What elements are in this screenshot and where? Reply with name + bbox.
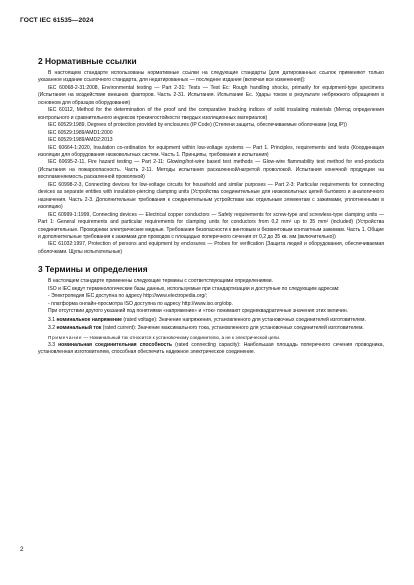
reference-item: IEC 60529:1989, Degrees of protection provided by enclosures (IP Code) (Степени защиты, обеспечиваемые оболочками (код IP)) [48, 122, 347, 129]
term-3-1: 3.1 номинальное напряжение (rated voltage): Значение напряжения, установленного для установочных соединителей изготовителем. [48, 316, 366, 323]
standard-header: ГОСТ IEC 61535—2024 [20, 17, 94, 24]
normative-references [38, 70, 384, 256]
reference-item: IEC 60664-1:2020, Insulation co-ordination for equipment within low-voltage systems — Part 1. Principles, requirements and tests (Координация изоляции для оборудования низковольтных систем. Часть 1. Принципы, требования и испытания) [38, 144, 384, 158]
term-3-3-name: номинальная соединительная способность [58, 341, 173, 348]
reference-item: IEC 60068-2-31:2008, Environmental testing — Part 2-31: Tests — Test Ec: Rough handling shocks, primarily for equipment-type specimens (Испытания на воздействие внешних факторов. Часть 2-31. Испытания. Испытание Ес. Удары током в результате небрежного обращения в основном для образцов оборудования) [38, 84, 384, 106]
term-3-1-name: номинальное напряжение [56, 316, 122, 323]
reference-item: IEC 60529:1989/AMD1:2000 [48, 129, 113, 136]
reference-item: IEC 61032:1997, Protection of persons and equipment by enclosures — Probes for verification (Защита людей и оборудования, обеспечиваемая оболочками. Щупы испытательные) [38, 241, 384, 255]
terminology-databases-text: ISO и IEC ведут терминологические базы данных, используемые при стандартизации и доступные по следующим адресам: [48, 285, 340, 292]
section-2-heading: 2 Нормативные ссылки [38, 56, 137, 66]
term-3-2-name: номинальный ток [56, 325, 102, 332]
reference-item: IEC 60112, Method for the determination of the proof and the comparative tracking indices of solid insulating materials (Метод определения контрольного и сравнительного индексов трекингостойкости твердых изоляционных материалов) [38, 107, 384, 121]
reference-item: IEC 60999-1:1999, Connecting devices — Electrical copper conductors — Safety requirements for screw-type and screwless-type clamping units — Part 1: General requirements and particular requirements for clamping units for conductors from 0,2 mm² up to 35 mm² (included) (Устройства соединительные. Проводники электрические медные. Требования безопасности к винтовым и безвинтовым контактным зажимам. Часть 1. Общие и дополнительные требования к зажимам для проводов с площадью поперечного сечения от 0,2 до 35 кв. мм (включительно)) [38, 211, 384, 240]
section-3-heading: 3 Термины и определения [38, 264, 148, 275]
reference-item: IEC 60695-2-11, Fire hazard testing — Part 2-11: Glowing/hot-wire based test methods — Glow-wire flammability test method for end-products (Испытания на пожароопасность. Часть 2-11. Методы испытания раскаленной/нагретой проволокой. Испытания конечной продукции на воспламеняемость раскаленной проволокой) [38, 159, 384, 181]
term-note: Примечание — Номинальный ток относится к установочному соединителю, а не к электрической цепи. [48, 334, 281, 340]
terms-intro: В настоящем стандарте применены следующие термины с соответствующими определениями. [48, 278, 273, 285]
page-number: 2 [20, 546, 24, 553]
reference-item: IEC 60529:1989/AMD2:2013 [48, 137, 113, 144]
electropedia-link[interactable]: - Электропедия IEC доступна по адресу http://www.electropedia.org/; [48, 293, 207, 300]
iso-obp-link[interactable]: - платформа онлайн-просмотра ISO доступна по адресу http://www.iso.org/obp. [48, 300, 234, 307]
reference-item: IEC 60998-2-3, Connecting devices for low-voltage circuits for household and similar purposes — Part 2-3: Particular requirements for connecting devices as separate entities with insulation-piercing clamping units (Устройства соединительные для низковольтных цепей бытового и аналогичного назначения. Часть 2-3. Дополнительные требования к соединительным устройствам как отдельным элементам с зажимами, уплотненными в изоляцию) [38, 181, 384, 211]
term-3-3: 3.3 номинальная соединительная способность (rated connecting capacity): Наибольшая площадь поперечного сечения проводника, установленная изготовителем, способная обеспечить надежное электрическое соединение. [38, 341, 384, 356]
page-content [38, 56, 384, 357]
references-intro: В настоящем стандарте использованы нормативные ссылки на следующие стандарты [для датированных ссылок применяют только указанное издание ссылочного стандарта, для недатированных — последнее издание (включая все изменения)]: [38, 70, 384, 84]
term-3-2: 3.2 номинальный ток (rated current): Значение максимального тока, установленного для установочных соединителей изготовителем. [48, 325, 364, 332]
rms-note: При отсутствии другого указаний под понятиями «напряжение» и «ток» понимают среднеквадратичные значения этих величин. [48, 308, 349, 315]
